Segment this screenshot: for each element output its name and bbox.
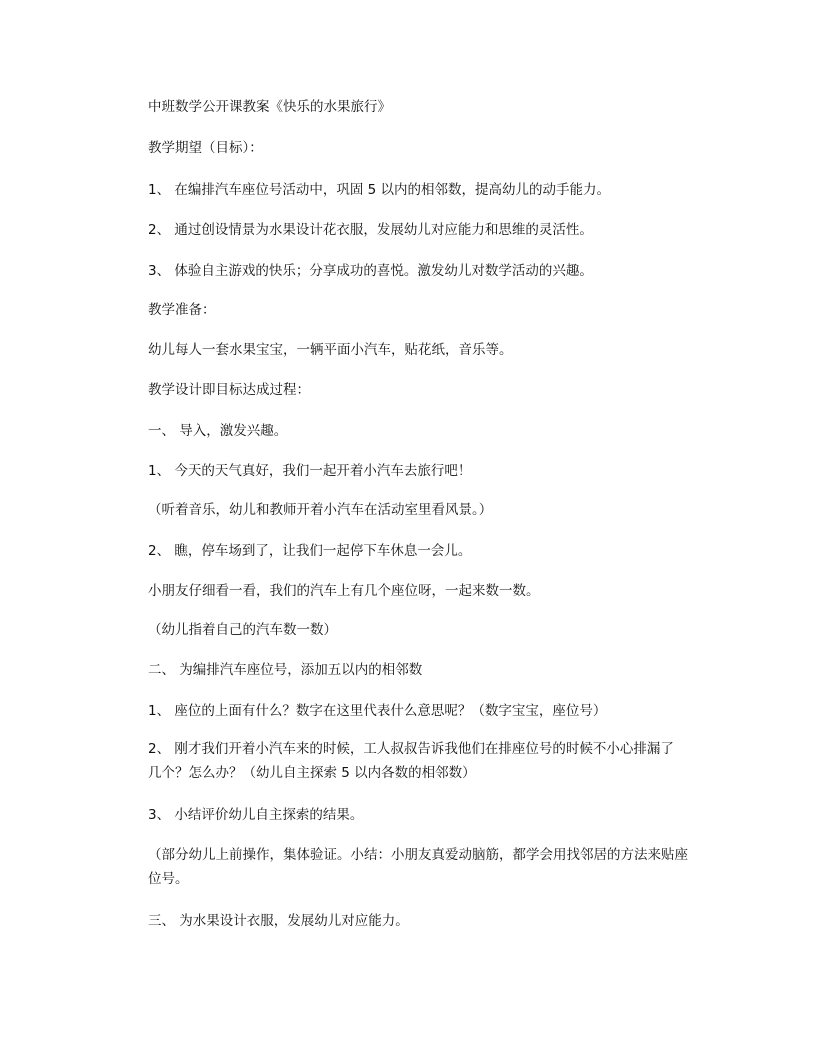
section1-line-1: 1、 今天的天气真好，我们一起开着小汽车去旅行吧！ (148, 463, 472, 479)
section1-line-3: 2、 瞧，停车场到了，让我们一起停下车休息一会儿。 (148, 543, 472, 559)
process-heading: 教学设计即目标达成过程： (148, 382, 310, 398)
prep-text: 幼儿每人一套水果宝宝，一辆平面小汽车，贴花纸，音乐等。 (148, 342, 513, 358)
goal-item-2: 2、 通过创设情景为水果设计花衣服，发展幼儿对应能力和思维的灵活性。 (148, 222, 593, 238)
goal-item-1: 1、 在编排汽车座位号活动中，巩固 5 以内的相邻数，提高幼儿的动手能力。 (148, 182, 611, 198)
section2-heading: 二、 为编排汽车座位号，添加五以内的相邻数 (148, 662, 423, 678)
section1-line-5: （幼儿指着自己的汽车数一数） (148, 622, 337, 638)
section1-line-4: 小朋友仔细看一看，我们的汽车上有几个座位呀，一起来数一数。 (148, 583, 540, 599)
prep-heading: 教学准备： (148, 302, 216, 318)
section2-item-3: 3、 小结评价幼儿自主探索的结果。 (148, 807, 364, 823)
section2-note: （部分幼儿上前操作，集体验证。小结：小朋友真爱动脑筋，都学会用找邻居的方法来贴座位号。 (148, 847, 688, 887)
goals-heading: 教学期望（目标）： (148, 140, 263, 156)
section3-heading: 三、 为水果设计衣服，发展幼儿对应能力。 (148, 913, 409, 929)
section2-item-1: 1、 座位的上面有什么？数字在这里代表什么意思呢？（数字宝宝，座位号） (148, 703, 607, 719)
section2-item-2: 2、 刚才我们开着小汽车来的时候，工人叔叔告诉我他们在排座位号的时候不小心排漏了几个？怎么办？（幼儿自主探索 5 以内各数的相邻数） (148, 741, 674, 781)
section1-heading: 一、 导入，激发兴趣。 (148, 423, 288, 439)
document-title: 中班数学公开课教案《快乐的水果旅行》 (148, 99, 391, 115)
goal-item-3: 3、 体验自主游戏的快乐；分享成功的喜悦。激发幼儿对数学活动的兴趣。 (148, 263, 593, 279)
section1-line-2: （听着音乐，幼儿和教师开着小汽车在活动室里看风景。） (148, 502, 493, 518)
